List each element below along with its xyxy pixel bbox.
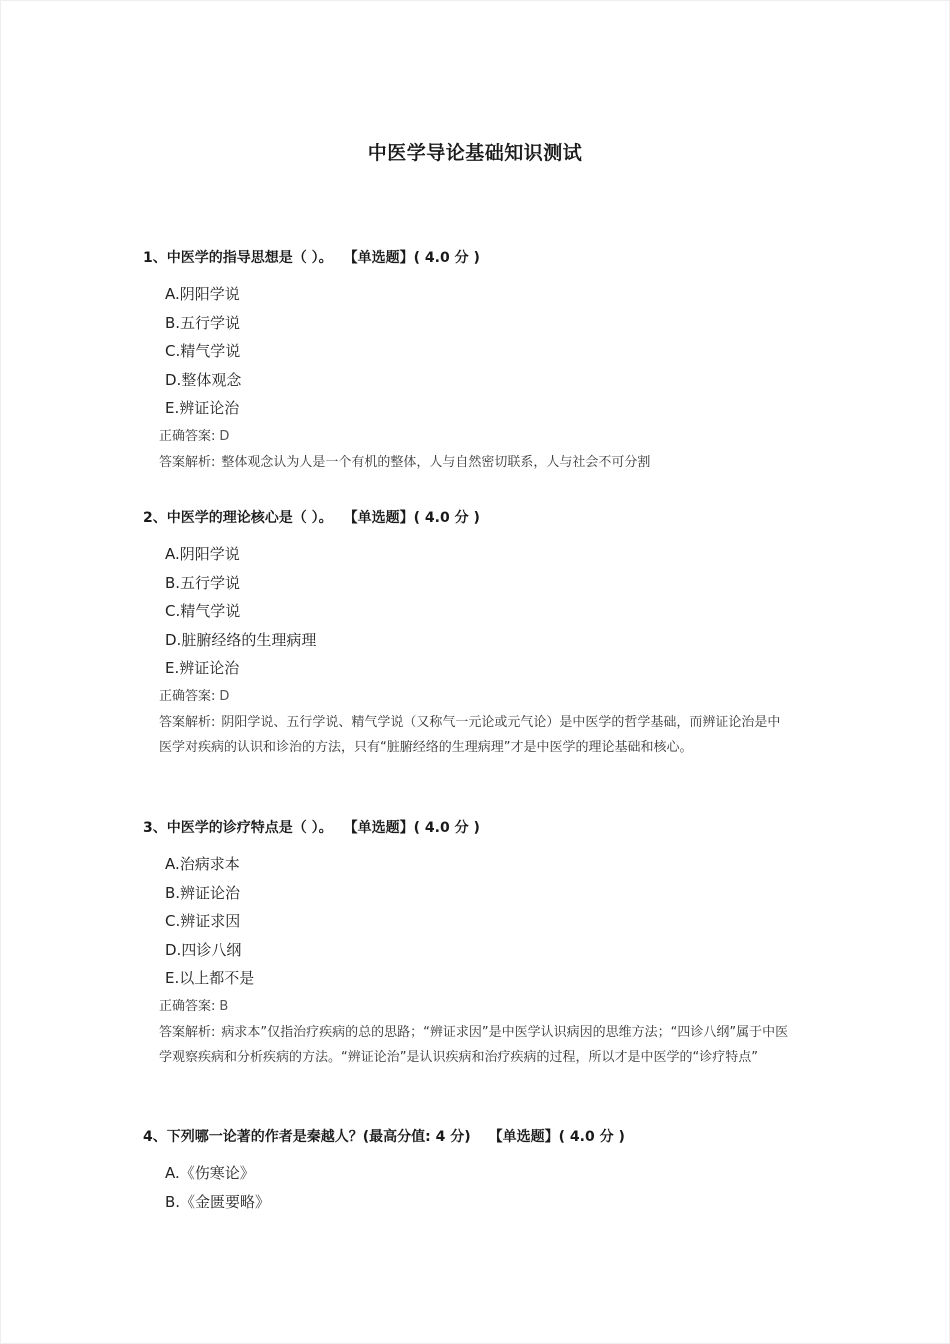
question-type: 【单选题】( 4.0 分 ) [350,820,480,836]
correct-answer [159,684,803,710]
answer-analysis [159,450,791,475]
question-text: 1、中医学的指导思想是（ ）。 [143,250,333,266]
analysis-label: 答案解析: [159,714,216,730]
question-2 [143,508,803,760]
answer-block [159,424,803,475]
question-3 [143,818,803,1070]
analysis-text: 整体观念认为人是一个有机的整体，人与自然密切联系，人与社会不可分割 [221,454,651,470]
option-a: A.阴阳学说 [165,545,240,563]
correct-answer-label: 正确答案: [159,688,216,704]
correct-answer-value: B [219,998,229,1014]
option-d: D.整体观念 [165,370,242,389]
analysis-text: 阴阳学说、五行学说、精气学说（又称气一元论或元气论）是中医学的哲学基础，而辨证论治是中医学对疾病的认识和诊治的方法，只有“脏腑经络的生理病理”才是中医学的理论基础和核心。 [159,714,781,755]
correct-answer [159,994,803,1020]
option-d: D.脏腑经络的生理病理 [165,630,317,649]
option-e: E.以上都不是 [165,969,255,988]
question-1 [143,248,803,475]
option-list [165,850,803,993]
option-c: C.精气学说 [165,602,241,621]
option-d: D.四诊八纲 [165,940,242,959]
question-text: 3、中医学的诊疗特点是（ ）。 [143,820,333,836]
option-b: B.五行学说 [165,313,241,332]
option-a: A.治病求本 [165,855,240,873]
option-c: C.精气学说 [165,342,241,361]
option-list [165,1159,803,1216]
answer-analysis [159,1020,791,1070]
answer-block [159,994,803,1070]
option-b: B.《金匮要略》 [165,1192,271,1211]
question-text: 4、下列哪一论著的作者是秦越人？(最高分值: 4 分) [143,1129,471,1145]
question-type: 【单选题】( 4.0 分 ) [350,510,480,526]
answer-analysis [159,710,791,760]
option-e: E.辨证论治 [165,399,240,418]
option-c: C.辨证求因 [165,912,241,931]
option-a: A.《伤寒论》 [165,1164,255,1182]
analysis-label: 答案解析: [159,454,216,470]
question-4 [143,1127,803,1216]
question-stem [143,508,803,528]
question-stem [143,818,803,838]
question-type: 【单选题】( 4.0 分 ) [350,250,480,266]
question-text: 2、中医学的理论核心是（ ）。 [143,510,333,526]
correct-answer-label: 正确答案: [159,998,216,1014]
correct-answer-value: D [219,688,230,704]
option-list [165,540,803,683]
question-stem [143,248,803,268]
answer-block [159,684,803,760]
analysis-text: 病求本”仅指治疗疾病的总的思路；“辨证求因”是中医学认识病因的思维方法；“四诊八纲”属于中医学观察疾病和分析疾病的方法。“辨证论治”是认识疾病和治疗疾病的过程，所以才是中医学的“诊疗特点” [159,1024,789,1065]
page-title: 中医学导论基础知识测试 [367,142,583,164]
option-b: B.辨证论治 [165,883,241,902]
option-b: B.五行学说 [165,573,241,592]
question-stem [143,1127,803,1147]
option-e: E.辨证论治 [165,659,240,678]
correct-answer-label: 正确答案: [159,428,216,444]
correct-answer [159,424,803,450]
option-a: A.阴阳学说 [165,285,240,303]
correct-answer-value: D [219,428,230,444]
option-list [165,280,803,423]
analysis-label: 答案解析: [159,1024,216,1040]
question-type: 【单选题】( 4.0 分 ) [488,1129,625,1145]
